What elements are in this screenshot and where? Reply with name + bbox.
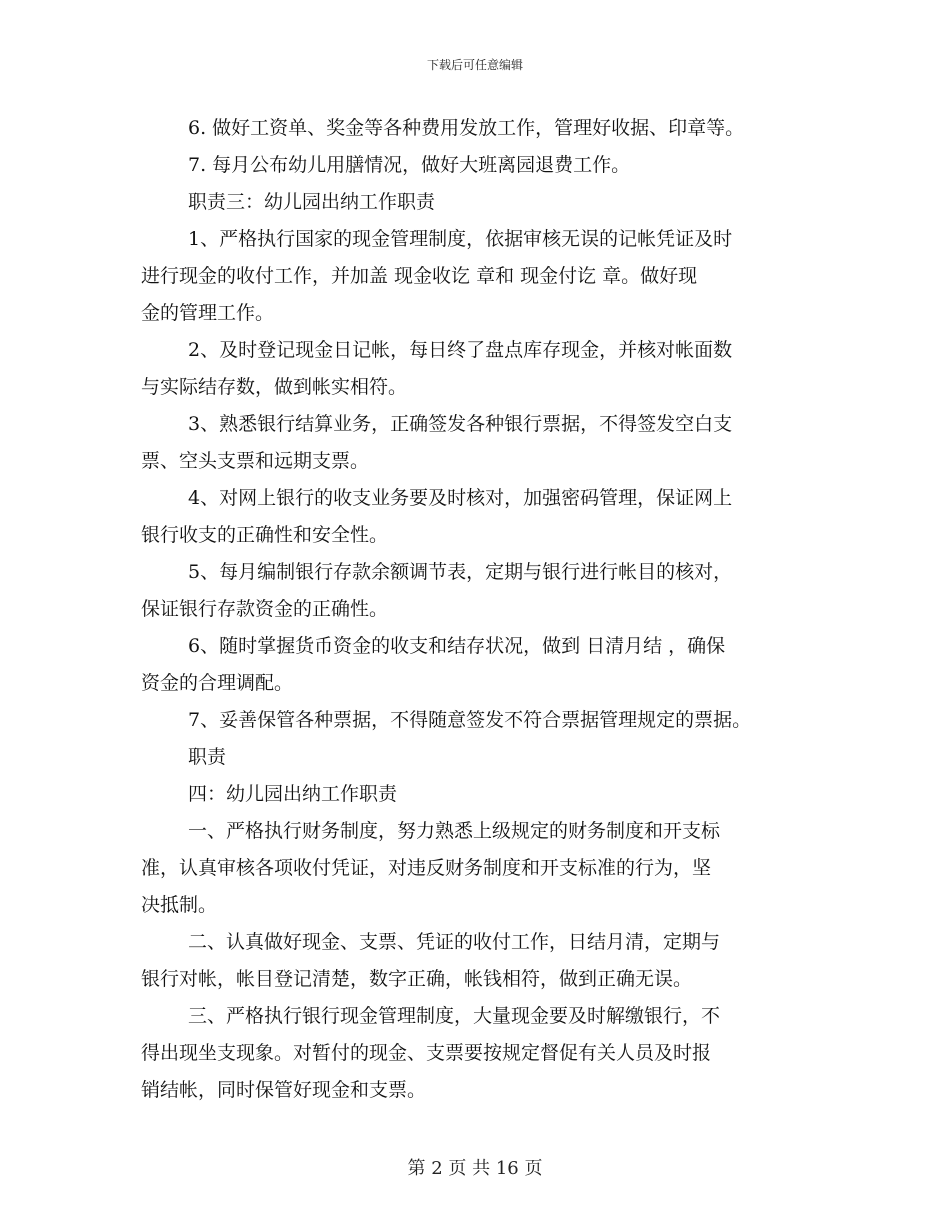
paragraph-line: 二、认真做好现金、支票、凭证的收付工作，日结月清，定期与 [188,931,721,953]
paragraph-line: 3、熟悉银行结算业务，正确签发各种银行票据，不得签发空白支 [188,413,733,435]
paragraph-line: 银行对帐，帐目登记清楚，数字正确，帐钱相符，做到正确无误。 [141,968,693,990]
paragraph-line: 银行收支的正确性和安全性。 [141,524,389,546]
paragraph-line: 资金的合理调配。 [141,672,294,694]
paragraph-line: 得出现坐支现象。对暂付的现金、支票要按规定督促有关人员及时报 [141,1042,712,1064]
section-heading: 四：幼儿园出纳工作职责 [188,783,398,805]
paragraph-line: 7、妥善保管各种票据，不得随意签发不符合票据管理规定的票据。 [188,709,752,731]
page-number-footer: 第 2 页 共 16 页 [407,1158,543,1179]
section-heading: 职责三：幼儿园出纳工作职责 [188,191,436,213]
paragraph-line: 票、空头支票和远期支票。 [141,450,370,472]
paragraph-line: 三、严格执行银行现金管理制度，大量现金要及时解缴银行，不 [188,1005,721,1027]
paragraph-line: 销结帐，同时保管好现金和支票。 [141,1079,427,1101]
paragraph-line: 准，认真审核各项收付凭证，对违反财务制度和开支标准的行为，坚 [141,857,712,879]
paragraph-line: 一、严格执行财务制度，努力熟悉上级规定的财务制度和开支标 [188,820,721,842]
paragraph-line: 2、及时登记现金日记帐，每日终了盘点库存现金，并核对帐面数 [188,339,733,361]
paragraph-line: 1、严格执行国家的现金管理制度，依据审核无误的记帐凭证及时 [188,228,733,250]
paragraph-line: 7. 每月公布幼儿用膳情况，做好大班离园退费工作。 [188,154,631,176]
page-header-note: 下载后可任意编辑 [426,58,523,72]
document-body [141,110,821,1109]
paragraph-line: 5、每月编制银行存款余额调节表，定期与银行进行帐目的核对， [188,561,733,583]
paragraph-line: 与实际结存数，做到帐实相符。 [141,376,408,398]
section-heading: 职责 [188,746,227,768]
paragraph-line: 6、随时掌握货币资金的收支和结存状况，做到 日清月结 ，确保 [188,635,726,657]
paragraph-line: 决抵制。 [141,894,218,916]
paragraph-line: 保证银行存款资金的正确性。 [141,598,389,620]
paragraph-line: 6. 做好工资单、奖金等各种费用发放工作，管理好收据、印章等。 [188,117,745,139]
paragraph-line: 进行现金的收付工作，并加盖 现金收讫 章和 现金付讫 章。做好现 [141,265,698,287]
paragraph-line: 4、对网上银行的收支业务要及时核对，加强密码管理，保证网上 [188,487,733,509]
paragraph-line: 金的管理工作。 [141,302,275,324]
